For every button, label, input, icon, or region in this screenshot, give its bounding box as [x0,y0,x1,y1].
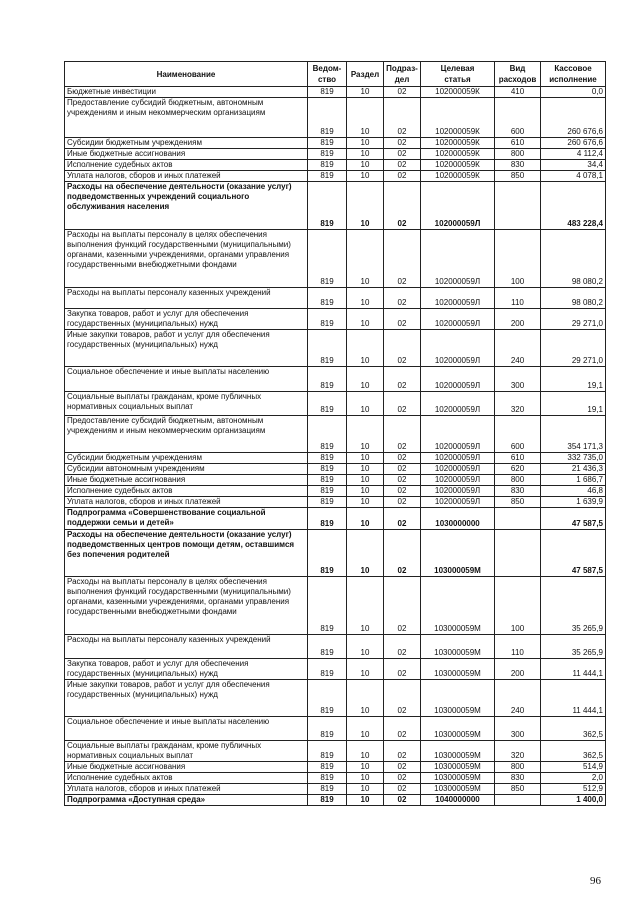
cell-name: Предоставление субсидий бюджетным, автономным учреждениям и иным некоммерческим организациям [65,98,308,138]
cell-vedomstvo: 819 [308,230,347,288]
cell-amount: 362,5 [541,741,606,762]
cell-razdel: 10 [347,138,384,149]
table-body [65,87,606,806]
cell-amount: 260 676,6 [541,138,606,149]
cell-podrazdel: 02 [384,288,421,309]
cell-vid: 610 [495,453,541,464]
table-row [65,530,606,577]
cell-target: 102000059К [421,171,495,182]
cell-target: 102000059Л [421,475,495,486]
cell-vid: 620 [495,464,541,475]
cell-name: Иные бюджетные ассигнования [65,762,308,773]
cell-razdel: 10 [347,309,384,330]
cell-name: Предоставление субсидий бюджетным, автономным учреждениям и иным некоммерческим организациям [65,416,308,453]
cell-vid: 850 [495,497,541,508]
table-row [65,486,606,497]
cell-target: 102000059Л [421,230,495,288]
table-row [65,762,606,773]
table-row [65,773,606,784]
cell-vid: 200 [495,309,541,330]
cell-razdel: 10 [347,288,384,309]
cell-target: 103000059М [421,680,495,717]
cell-razdel: 10 [347,87,384,98]
cell-vid: 410 [495,87,541,98]
cell-razdel: 10 [347,160,384,171]
cell-vedomstvo: 819 [308,182,347,230]
cell-vid: 110 [495,635,541,659]
cell-vid: 800 [495,149,541,160]
cell-target: 103000059М [421,773,495,784]
table-row [65,171,606,182]
cell-podrazdel: 02 [384,453,421,464]
cell-target: 103000059М [421,784,495,795]
cell-amount: 514,9 [541,762,606,773]
table-row [65,416,606,453]
cell-podrazdel: 02 [384,171,421,182]
cell-vedomstvo: 819 [308,149,347,160]
cell-vid: 850 [495,784,541,795]
cell-podrazdel: 02 [384,149,421,160]
cell-razdel: 10 [347,680,384,717]
cell-amount: 29 271,0 [541,309,606,330]
cell-podrazdel: 02 [384,486,421,497]
cell-vid: 320 [495,392,541,416]
cell-name: Подпрограмма «Доступная среда» [65,795,308,806]
table-row [65,367,606,392]
cell-razdel: 10 [347,464,384,475]
cell-amount: 1 686,7 [541,475,606,486]
cell-razdel: 10 [347,230,384,288]
cell-vid [495,795,541,806]
cell-razdel: 10 [347,453,384,464]
cell-amount: 4 112,4 [541,149,606,160]
cell-target: 102000059Л [421,453,495,464]
cell-vid: 600 [495,98,541,138]
cell-vedomstvo: 819 [308,577,347,635]
cell-razdel: 10 [347,475,384,486]
cell-name: Закупка товаров, работ и услуг для обеспечения государственных (муниципальных) нужд [65,309,308,330]
header-vid: Вид расходов [495,62,541,87]
cell-name: Исполнение судебных актов [65,160,308,171]
cell-razdel: 10 [347,795,384,806]
cell-amount: 11 444,1 [541,659,606,680]
cell-name: Исполнение судебных актов [65,773,308,784]
cell-podrazdel: 02 [384,741,421,762]
table-row [65,741,606,762]
cell-vedomstvo: 819 [308,508,347,530]
cell-amount: 34,4 [541,160,606,171]
cell-vedomstvo: 819 [308,138,347,149]
cell-name: Подпрограмма «Совершенствование социальной поддержки семьи и детей» [65,508,308,530]
cell-amount: 35 265,9 [541,577,606,635]
cell-target: 103000059М [421,741,495,762]
cell-vedomstvo: 819 [308,497,347,508]
table-row [65,98,606,138]
cell-target: 1040000000 [421,795,495,806]
cell-vid: 110 [495,288,541,309]
cell-vid [495,530,541,577]
cell-podrazdel: 02 [384,87,421,98]
cell-amount: 362,5 [541,717,606,741]
cell-podrazdel: 02 [384,230,421,288]
cell-amount: 98 080,2 [541,288,606,309]
cell-vedomstvo: 819 [308,392,347,416]
table-row [65,784,606,795]
header-razdel: Раздел [347,62,384,87]
table-row [65,453,606,464]
budget-table [64,61,606,806]
table-row [65,138,606,149]
cell-target: 103000059М [421,717,495,741]
cell-razdel: 10 [347,530,384,577]
header-amount: Кассовое исполнение [541,62,606,87]
cell-podrazdel: 02 [384,717,421,741]
cell-podrazdel: 02 [384,635,421,659]
table-header-row [65,62,606,87]
cell-name: Бюджетные инвестиции [65,87,308,98]
cell-razdel: 10 [347,762,384,773]
table-row [65,795,606,806]
cell-podrazdel: 02 [384,138,421,149]
cell-name: Расходы на выплаты персоналу в целях обеспечения выполнения функций государственными (муниципальными) органами, казенными учреждениями, органами управления государственными внебюджетными фондами [65,230,308,288]
cell-target: 102000059Л [421,330,495,367]
table-row [65,464,606,475]
cell-name: Социальные выплаты гражданам, кроме публичных нормативных социальных выплат [65,741,308,762]
page-number: 96 [590,875,601,887]
table-row [65,717,606,741]
cell-amount: 47 587,5 [541,530,606,577]
cell-target: 1030000000 [421,508,495,530]
cell-name: Субсидии бюджетным учреждениям [65,138,308,149]
table-row [65,309,606,330]
cell-amount: 332 735,0 [541,453,606,464]
cell-amount: 1 639,9 [541,497,606,508]
cell-podrazdel: 02 [384,680,421,717]
table-row [65,392,606,416]
cell-podrazdel: 02 [384,160,421,171]
cell-vid: 240 [495,330,541,367]
cell-razdel: 10 [347,149,384,160]
cell-vedomstvo: 819 [308,486,347,497]
cell-vedomstvo: 819 [308,762,347,773]
cell-razdel: 10 [347,416,384,453]
table-row [65,577,606,635]
cell-podrazdel: 02 [384,577,421,635]
cell-vedomstvo: 819 [308,795,347,806]
table-row [65,475,606,486]
cell-podrazdel: 02 [384,367,421,392]
cell-vedomstvo: 819 [308,171,347,182]
cell-vid: 240 [495,680,541,717]
cell-name: Уплата налогов, сборов и иных платежей [65,171,308,182]
table-row [65,635,606,659]
cell-vedomstvo: 819 [308,309,347,330]
table-row [65,87,606,98]
cell-podrazdel: 02 [384,659,421,680]
cell-target: 102000059Л [421,416,495,453]
cell-amount: 1 400,0 [541,795,606,806]
cell-podrazdel: 02 [384,762,421,773]
cell-podrazdel: 02 [384,508,421,530]
cell-vid: 610 [495,138,541,149]
cell-name: Социальное обеспечение и иные выплаты населению [65,367,308,392]
cell-vid: 100 [495,577,541,635]
cell-vid: 320 [495,741,541,762]
header-vedomstvo: Ведом- ство [308,62,347,87]
cell-name: Исполнение судебных актов [65,486,308,497]
cell-podrazdel: 02 [384,182,421,230]
cell-vedomstvo: 819 [308,475,347,486]
cell-name: Расходы на обеспечение деятельности (оказание услуг) подведомственных центров помощи детям, оставшимся без попечения родителей [65,530,308,577]
cell-razdel: 10 [347,577,384,635]
table-row [65,149,606,160]
cell-target: 102000059Л [421,392,495,416]
cell-podrazdel: 02 [384,475,421,486]
cell-name: Расходы на выплаты персоналу казенных учреждений [65,288,308,309]
cell-amount: 2,0 [541,773,606,784]
cell-vedomstvo: 819 [308,635,347,659]
cell-amount: 46,8 [541,486,606,497]
cell-amount: 98 080,2 [541,230,606,288]
cell-name: Расходы на выплаты персоналу в целях обеспечения выполнения функций государственными (муниципальными) органами, казенными учреждениями, органами управления государственными внебюджетными фондами [65,577,308,635]
cell-razdel: 10 [347,508,384,530]
cell-target: 103000059М [421,530,495,577]
cell-amount: 483 228,4 [541,182,606,230]
cell-razdel: 10 [347,784,384,795]
cell-target: 103000059М [421,762,495,773]
cell-vid: 800 [495,762,541,773]
cell-vedomstvo: 819 [308,680,347,717]
cell-vedomstvo: 819 [308,453,347,464]
cell-podrazdel: 02 [384,795,421,806]
cell-name: Уплата налогов, сборов и иных платежей [65,784,308,795]
cell-amount: 29 271,0 [541,330,606,367]
cell-vid: 850 [495,171,541,182]
cell-target: 102000059К [421,160,495,171]
header-name: Наименование [65,62,308,87]
cell-podrazdel: 02 [384,98,421,138]
cell-vedomstvo: 819 [308,717,347,741]
table-row [65,230,606,288]
cell-amount: 11 444,1 [541,680,606,717]
cell-vid: 300 [495,367,541,392]
cell-target: 102000059Л [421,464,495,475]
cell-razdel: 10 [347,330,384,367]
table-row [65,182,606,230]
cell-razdel: 10 [347,486,384,497]
cell-amount: 35 265,9 [541,635,606,659]
cell-vid: 200 [495,659,541,680]
table-row [65,288,606,309]
cell-name: Закупка товаров, работ и услуг для обеспечения государственных (муниципальных) нужд [65,659,308,680]
cell-name: Иные закупки товаров, работ и услуг для обеспечения государственных (муниципальных) нужд [65,680,308,717]
cell-name: Иные закупки товаров, работ и услуг для обеспечения государственных (муниципальных) нужд [65,330,308,367]
cell-vedomstvo: 819 [308,87,347,98]
cell-amount: 512,9 [541,784,606,795]
cell-target: 102000059К [421,98,495,138]
cell-amount: 354 171,3 [541,416,606,453]
cell-razdel: 10 [347,717,384,741]
cell-name: Субсидии бюджетным учреждениям [65,453,308,464]
cell-vedomstvo: 819 [308,773,347,784]
cell-vedomstvo: 819 [308,659,347,680]
cell-razdel: 10 [347,182,384,230]
cell-target: 102000059Л [421,309,495,330]
cell-amount: 21 436,3 [541,464,606,475]
table-row [65,680,606,717]
cell-amount: 4 078,1 [541,171,606,182]
cell-vedomstvo: 819 [308,741,347,762]
cell-amount: 0,0 [541,87,606,98]
cell-name: Иные бюджетные ассигнования [65,475,308,486]
table-row [65,497,606,508]
cell-target: 103000059М [421,659,495,680]
cell-razdel: 10 [347,659,384,680]
cell-amount: 19,1 [541,367,606,392]
cell-razdel: 10 [347,392,384,416]
cell-podrazdel: 02 [384,464,421,475]
cell-target: 102000059Л [421,486,495,497]
cell-name: Иные бюджетные ассигнования [65,149,308,160]
cell-target: 102000059Л [421,182,495,230]
cell-name: Расходы на обеспечение деятельности (оказание услуг) подведомственных учреждений социального обслуживания населения [65,182,308,230]
cell-podrazdel: 02 [384,416,421,453]
cell-target: 102000059Л [421,367,495,392]
cell-target: 102000059К [421,149,495,160]
cell-target: 103000059М [421,635,495,659]
cell-target: 102000059Л [421,288,495,309]
cell-name: Социальное обеспечение и иные выплаты населению [65,717,308,741]
cell-podrazdel: 02 [384,330,421,367]
cell-podrazdel: 02 [384,773,421,784]
cell-podrazdel: 02 [384,784,421,795]
cell-vid: 600 [495,416,541,453]
cell-target: 102000059К [421,138,495,149]
cell-vedomstvo: 819 [308,330,347,367]
cell-amount: 47 587,5 [541,508,606,530]
cell-vid [495,182,541,230]
cell-vedomstvo: 819 [308,288,347,309]
cell-razdel: 10 [347,367,384,392]
cell-vid: 800 [495,475,541,486]
cell-vedomstvo: 819 [308,416,347,453]
cell-name: Расходы на выплаты персоналу казенных учреждений [65,635,308,659]
cell-target: 102000059Л [421,497,495,508]
cell-razdel: 10 [347,773,384,784]
header-podrazdel: Подраз- дел [384,62,421,87]
cell-razdel: 10 [347,635,384,659]
cell-name: Социальные выплаты гражданам, кроме публичных нормативных социальных выплат [65,392,308,416]
cell-vid: 830 [495,160,541,171]
cell-podrazdel: 02 [384,530,421,577]
cell-podrazdel: 02 [384,309,421,330]
cell-vid: 830 [495,773,541,784]
table-row [65,508,606,530]
table-row [65,659,606,680]
header-target: Целевая статья [421,62,495,87]
cell-vedomstvo: 819 [308,464,347,475]
cell-amount: 19,1 [541,392,606,416]
cell-name: Уплата налогов, сборов и иных платежей [65,497,308,508]
cell-podrazdel: 02 [384,392,421,416]
cell-vedomstvo: 819 [308,784,347,795]
cell-target: 103000059М [421,577,495,635]
cell-razdel: 10 [347,497,384,508]
cell-vid [495,508,541,530]
cell-vedomstvo: 819 [308,98,347,138]
cell-vid: 100 [495,230,541,288]
cell-vid: 830 [495,486,541,497]
table-row [65,160,606,171]
cell-amount: 260 676,6 [541,98,606,138]
table-row [65,330,606,367]
cell-name: Субсидии автономным учреждениям [65,464,308,475]
cell-vedomstvo: 819 [308,160,347,171]
cell-razdel: 10 [347,171,384,182]
cell-razdel: 10 [347,98,384,138]
cell-razdel: 10 [347,741,384,762]
cell-target: 102000059К [421,87,495,98]
cell-vid: 300 [495,717,541,741]
cell-vedomstvo: 819 [308,530,347,577]
cell-vedomstvo: 819 [308,367,347,392]
cell-podrazdel: 02 [384,497,421,508]
